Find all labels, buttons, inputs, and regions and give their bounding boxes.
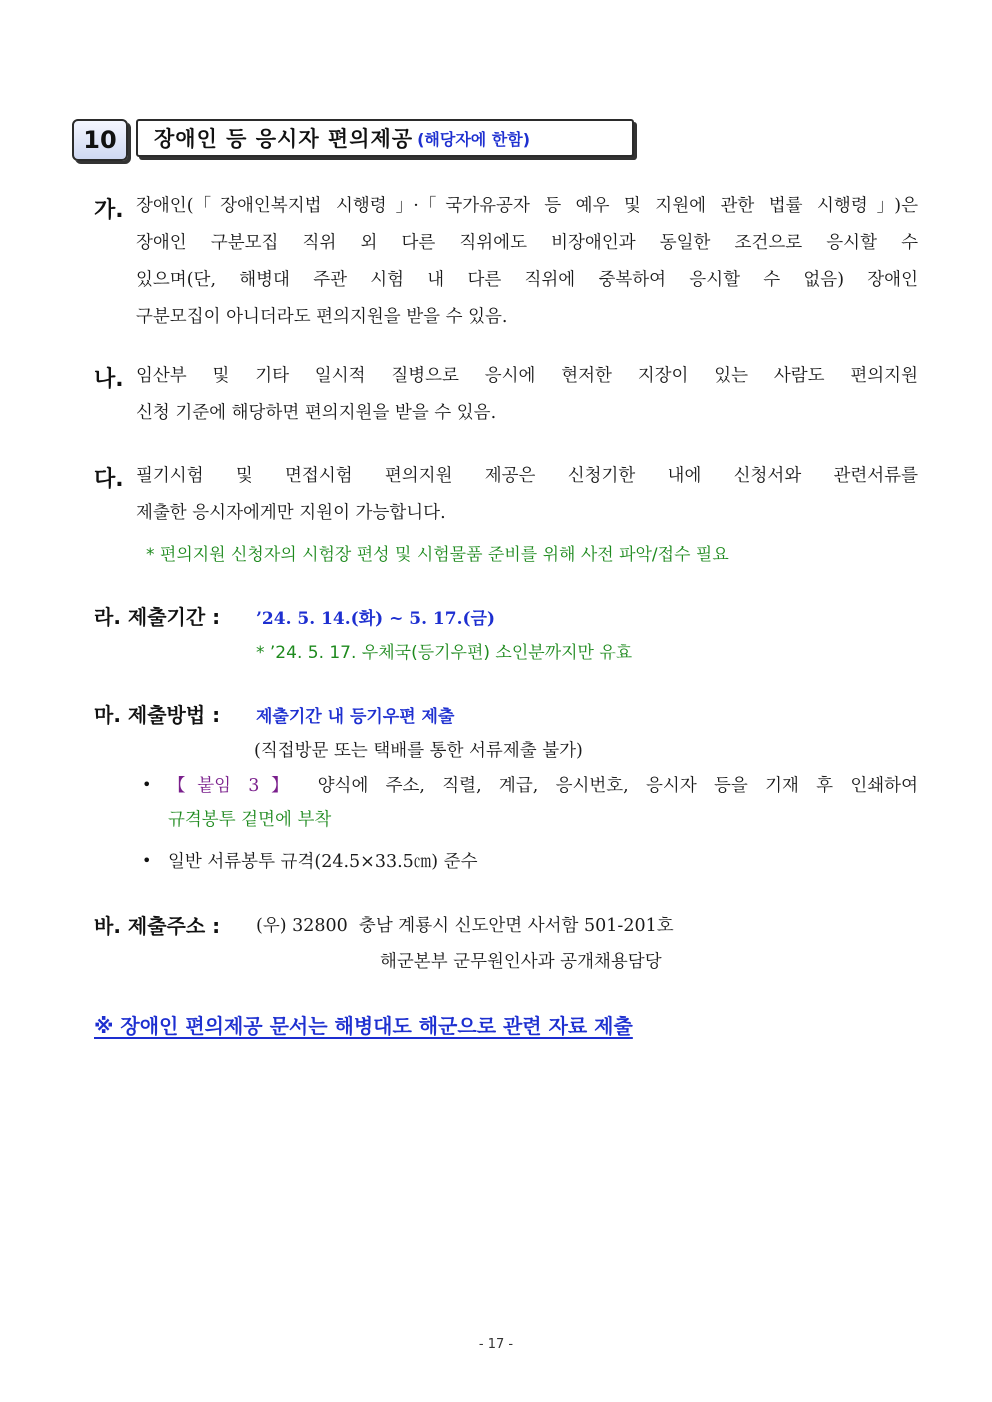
label-submission-method: 마. 제출방법 : [94, 703, 221, 727]
paragraph-line: 신청 기준에 해당하면 편의지원을 받을 수 있음. [136, 403, 497, 423]
bullet-item-2: 일반 서류봉투 규격(24.5×33.5㎝) 준수 [168, 852, 478, 872]
paragraph-line: 장애인 구분모집 직위 외 다른 직위에도 비장애인과 동일한 조건으로 응시할 수 [136, 233, 918, 253]
label-submission-period: 라. 제출기간 : [94, 605, 221, 629]
paragraph-na [136, 358, 918, 432]
section-title-box [136, 119, 634, 157]
paragraph-line: 필기시험 및 면접시험 편의지원 제공은 신청기한 내에 신청서와 관련서류를 [136, 466, 918, 486]
section-subtitle: (해당자에 한함) [417, 129, 531, 149]
label-submission-address: 바. 제출주소 : [94, 914, 221, 938]
submission-address-line1: (우) 32800 충남 계룡시 신도안면 사서함 501-201호 [256, 916, 674, 936]
final-notice: ※ 장애인 편의제공 문서는 해병대도 해군으로 관련 자료 제출 [94, 1014, 633, 1038]
submission-address-line2: 해군본부 군무원인사과 공개채용담당 [380, 952, 662, 972]
paragraph-line: 구분모집이 아니더라도 편의지원을 받을 수 있음. [136, 307, 508, 327]
marker-ga: 가. [94, 198, 124, 223]
bullet-dot: • [142, 775, 152, 794]
bullet-item-1 [168, 772, 918, 797]
paragraph-da [136, 458, 918, 532]
bullet-item-1-cont: 규격봉투 겉면에 부착 [168, 810, 332, 830]
section-title: 장애인 등 응시자 편의제공 [154, 127, 414, 151]
submission-method-value: 제출기간 내 등기우편 제출 [256, 707, 455, 727]
marker-na: 나. [94, 367, 124, 392]
submission-period-value: ’24. 5. 14.(화) ~ 5. 17.(금) [256, 609, 495, 629]
marker-da: 다. [94, 467, 124, 492]
paragraph-line: 제출한 응시자에게만 지원이 가능합니다. [136, 503, 446, 523]
paragraph-line: 있으며(단, 해병대 주관 시험 내 다른 직위에 중복하여 응시할 수 없음) 장애인 [136, 270, 918, 290]
page-number: - 17 - [478, 1337, 514, 1352]
note-da: * 편의지원 신청자의 시험장 편성 및 시험물품 준비를 위해 사전 파악/접수 필요 [146, 545, 729, 565]
attachment-tag: 【붙임 3】 [168, 776, 301, 796]
paragraph-ga [136, 188, 918, 336]
section-number: 10 [72, 119, 128, 161]
paragraph-line: 장애인(「장애인복지법 시행령」·「국가유공자 등 예우 및 지원에 관한 법률 시행령」)은 [136, 196, 918, 216]
submission-method-sub: (직접방문 또는 택배를 통한 서류제출 불가) [254, 741, 583, 761]
note-submission-period: * ’24. 5. 17. 우체국(등기우편) 소인분까지만 유효 [256, 643, 633, 663]
bullet-text: 양식에 주소, 직렬, 계급, 응시번호, 응시자 등을 기재 후 인쇄하여 [300, 776, 918, 796]
bullet-dot: • [142, 851, 152, 870]
paragraph-line: 임산부 및 기타 일시적 질병으로 응시에 현저한 지장이 있는 사람도 편의지원 [136, 366, 918, 386]
